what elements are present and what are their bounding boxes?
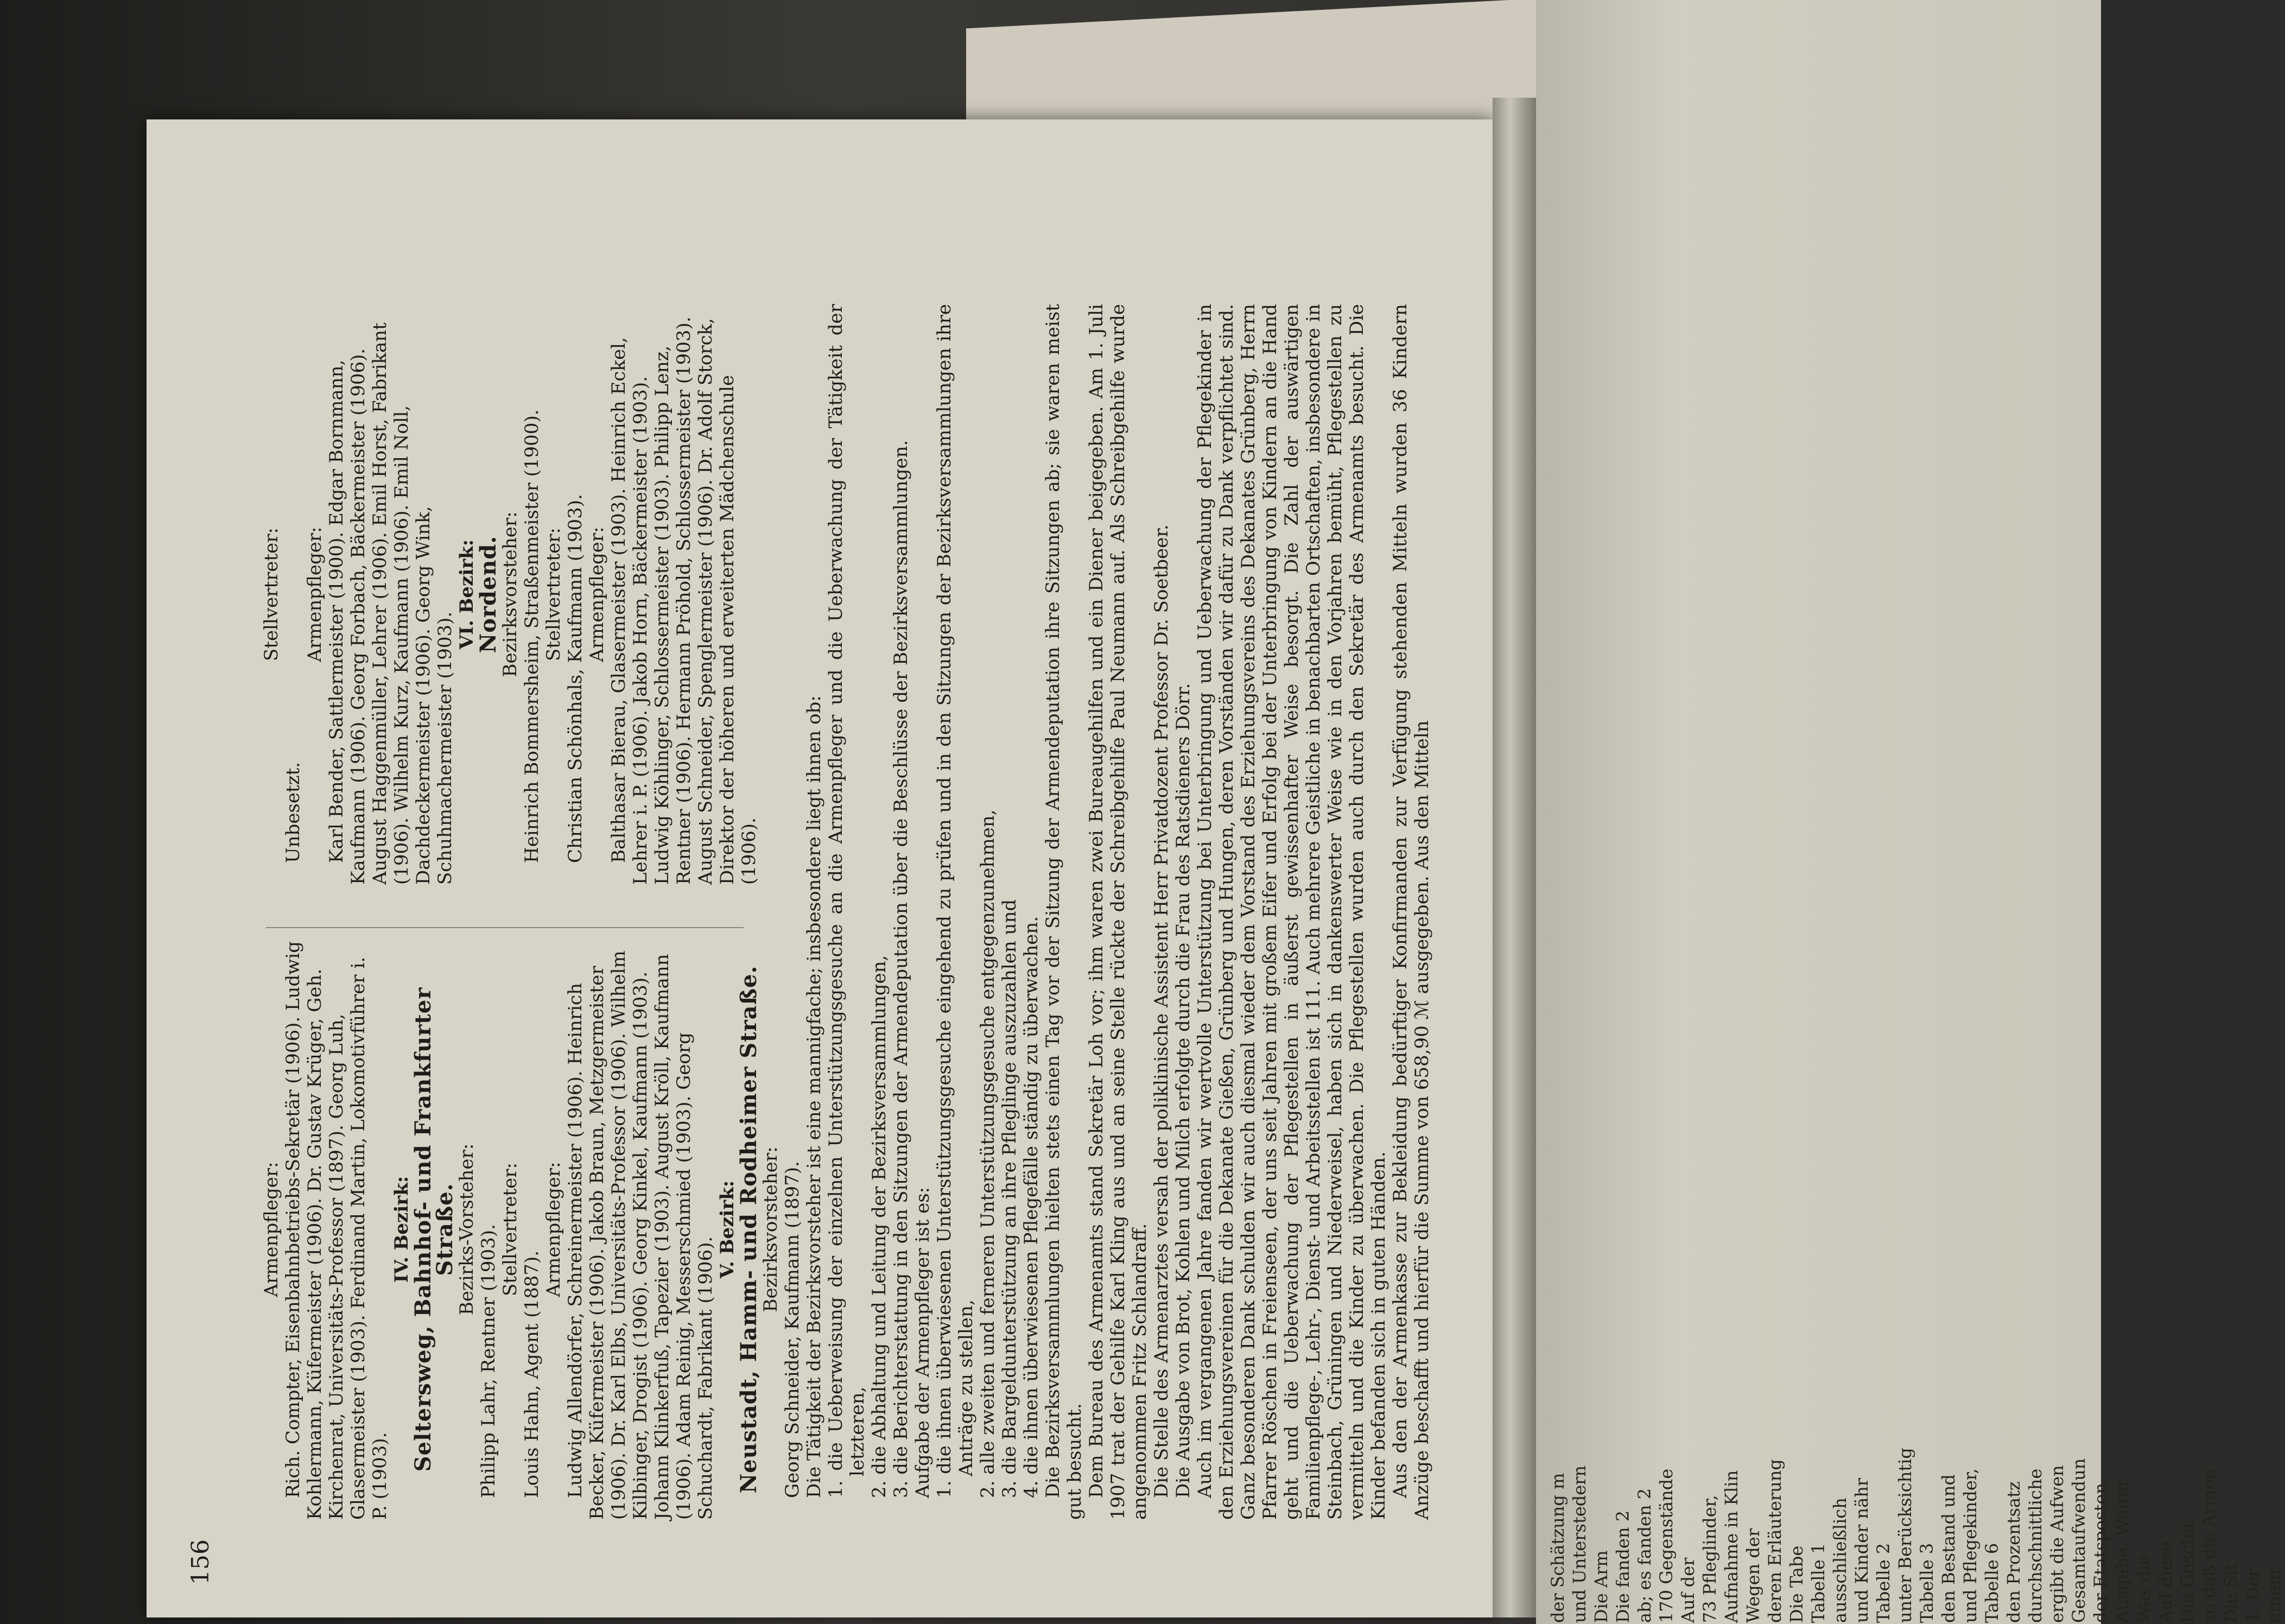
list-item: 3. die Berichterstattung in den Sitzungen der Armendeputation über die Beschlüsse der Bezirksversammlungen. xyxy=(890,440,912,1498)
section-label: Stellvertreter: xyxy=(499,1163,521,1296)
facing-page-line: Wegen der xyxy=(1743,1528,1763,1623)
facing-page-line: Auf der xyxy=(1678,1557,1698,1623)
facing-page-text xyxy=(1547,103,2284,1623)
list-item: 1. die Ueberweisung der einzelnen Unterstützungsgesuche an die Armenpfleger und die Ueberwachung der Tätigkeit der letzteren, xyxy=(825,304,868,1498)
name-list: Ludwig Allendörfer, Schreinermeister (1906). Heinrich Becker, Küfermeister (1906). Jakob Braun, Metzgermeister (1906). Dr. Karl Elbs, Universitäts-Professor (1906). Wilhelm Kilbinger, Drogist (1906). Georg Kinkel, Kaufmann (1903). Johann Klinkerfuß, Tapezier (1903). August Kröll, Kaufmann (1906). Adam Reinig, Messerschmied (1903). Georg Schuchardt, Fabrikant (1906). xyxy=(564,950,716,1520)
facing-page-line: Tabelle 3 xyxy=(1916,1543,1937,1623)
name-list: Karl Bender, Sattlermeister (1900). Edgar Bornmann, Kaufmann (1906). Georg Forbach, Bäckermeister (1906). August Haggenmüller, Lehrer (1906). Emil Horst, Fabrikant (1906). Wilhelm Kurz, Kaufmann (1906). Emil Noll, Dachdeckermeister (1906). Georg Wink, Schuhmachermeister (1903). xyxy=(326,322,456,885)
district-number: IV. Bezirk: xyxy=(391,1176,412,1283)
page-number: 156 xyxy=(187,1539,214,1585)
facing-page-line: und Pflegekinder, xyxy=(1960,1468,1981,1623)
district-number: VI. Bezirk: xyxy=(456,539,478,650)
facing-page-line: Auf diese xyxy=(2155,1541,2176,1623)
facing-page-line: Die Arm xyxy=(1591,1550,1611,1623)
name-list: Unbesetzt. xyxy=(282,762,304,863)
facing-page-line: Aufnahme in Klin xyxy=(1721,1470,1742,1623)
district-heading: Neustadt, Hamm- und Rodheimer Straße. xyxy=(736,965,761,1494)
facing-page-line: Was die xyxy=(2134,1555,2154,1623)
paragraph: Die Tätigkeit der Bezirksvorsteher ist eine mannigfache; insbesondere liegt ihnen ob: xyxy=(803,695,825,1498)
facing-page-line: und Kinder nähr xyxy=(1851,1477,1872,1623)
facing-page-line: so daß die Armen xyxy=(2199,1468,2219,1623)
facing-page-line: Tabelle 1 xyxy=(1808,1543,1829,1623)
facing-page-line: Tabelle 6 xyxy=(1982,1543,2002,1623)
facing-page-line: ab; es fanden 2 xyxy=(1634,1488,1655,1623)
body-text xyxy=(803,304,1433,1520)
district-heading: Seltersweg, Bahnhof- und Frankfurter Straße. xyxy=(410,987,458,1472)
page-content xyxy=(187,119,1493,1585)
facing-page-line: einem xyxy=(2264,1569,2284,1623)
section-label: Bezirksvorsteher: xyxy=(499,511,521,677)
paragraph: Auch im vergangenen Jahre fanden wir wertvolle Unterstützung bei Unterbringung und Ueberwachung der Pflegekinder in den Erziehungsvereinen für die Dekanate Gießen, Grünberg und Hungen, deren Vorständen wir dafür zu Dank verpflichtet sind. Ganz besonderen Dank schulden wir auch diesmal wieder dem Vorstand des Erziehungsvereins des Dekanates Grünberg, Herrn Pfarrer Röschen in Freienseen, der uns seit Jahren mit großem Eifer und Erfolg bei der Unterbringung von Kindern an die Hand geht und die Ueberwachung der Pflegestellen in äußerst gewissenhafter Weise besorgt. Die Zahl der auswärtigen Familienpflege-, Lehr-, Dienst- und Arbeitsstellen ist 111. Auch mehrere Geistliche in benachbarten Ortschaften, insbesondere in Steinbach, Grüningen und Niederweisel, haben sich in dankenswerter Weise wie in den Vorjahren bemüht, Pflegestellen zu vermitteln und die Kinder zu überwachen. Die Pflegestellen wurden auch durch den Sekretär des Armenamts besucht. Die Kinder befanden sich in guten Händen. xyxy=(1194,304,1389,1520)
district-number: V. Bezirk: xyxy=(716,1180,738,1279)
list-item: 3. die Bargeldunterstützung an ihre Pfleglinge auszuzahlen und xyxy=(999,899,1020,1498)
facing-page-line: Die Geschä xyxy=(2177,1523,2198,1623)
paragraph: Die Bezirksversammlungen hielten stets einen Tag vor der Sitzung der Armendeputation ihre Sitzungen ab; sie waren meist gut besucht. xyxy=(1042,304,1086,1520)
facing-page-line: den Bestand und xyxy=(1938,1474,1959,1623)
paragraph: Aufgabe der Armenpfleger ist es: xyxy=(912,1187,934,1498)
name-list: Heinrich Bommersheim, Straßenmeister (1900). xyxy=(521,409,543,863)
facing-page-line: Die fanden 2 xyxy=(1613,1510,1633,1623)
facing-page-line: der Etatsposten. xyxy=(2090,1477,2111,1623)
section-label: Armenpfleger: xyxy=(586,526,608,662)
list-item: 4. die ihnen überwiesenen Pflegefälle ständig zu überwachen. xyxy=(1020,916,1042,1498)
book-page xyxy=(147,119,1493,1617)
list-item: 2. alle zweiten und ferneren Unterstützungsgesuche entgegenzunehmen, xyxy=(977,809,999,1498)
facing-page-line: ergibt die Aufwen xyxy=(2047,1465,2067,1623)
section-label: Armenpfleger: xyxy=(304,526,326,662)
paragraph: Die Stelle des Armenarztes versah der poliklinische Assistent Herr Privatdozent Professor Dr. Soetbeer. xyxy=(1151,524,1172,1498)
facing-page-line: und Unterstedern xyxy=(1569,1465,1590,1623)
left-column xyxy=(261,939,803,1520)
list-item: 1. die ihnen überwiesenen Unterstützungsgesuche eingehend zu prüfen und in den Sitzungen der Bezirksversammlungen ihre Anträge zu stellen, xyxy=(934,304,977,1498)
section-label: Bezirksvorsteher: xyxy=(760,1146,782,1312)
facing-page-line: unter Berücksichtig xyxy=(1895,1448,1915,1623)
facing-page-line: Die Tabe xyxy=(1786,1545,1807,1623)
paragraph: Die Ausgabe von Brot, Kohlen und Milch erfolgte durch die Frau des Ratsdieners Dörr. xyxy=(1172,683,1194,1498)
facing-page-line: 1. Der xyxy=(2242,1568,2263,1623)
facing-page-line: der Schätzung m xyxy=(1547,1473,1568,1623)
section-label: Stellvertreter: xyxy=(543,528,564,661)
facing-page-line: 170 Gegenstände xyxy=(1656,1468,1677,1623)
facing-page xyxy=(1536,0,2284,1624)
paragraph: Aus den der Armenkasse zur Bekleidung bedürftiger Konfirmanden zur Verfügung stehenden Mitteln wurden 36 Kindern Anzüge beschafft und hierfür die Summe von 658,90 ℳ ausgegeben. Aus den Mitteln xyxy=(1389,304,1433,1520)
paragraph: Dem Bureau des Armenamts stand Sekretär Loh vor; ihm waren zwei Bureaugehilfen und ein Diener beigegeben. Am 1. Juli 1907 trat der Gehilfe Karl Kling aus und an seine Stelle rückte der Schreibgehilfe Paul Neumann auf. Als Schreibgehilfe wurde angenommen Fritz Schlandraff. xyxy=(1086,304,1151,1520)
name-list: Louis Hahn, Agent (1887). xyxy=(521,1250,543,1498)
facing-page-line: deren Erläuterung xyxy=(1764,1459,1785,1623)
book-spine xyxy=(1493,98,1536,1617)
district-heading: Nordend. xyxy=(475,535,501,654)
list-item: 2. die Abhaltung und Leitung der Bezirksversammlungen, xyxy=(868,955,890,1498)
facing-page-line: Gesamtaufwendun xyxy=(2068,1458,2089,1623)
facing-page-line: den Prozentsatz xyxy=(2003,1481,2024,1623)
name-list: Christian Schönhals, Kaufmann (1903). xyxy=(564,494,586,863)
facing-page-line: ausschließlich xyxy=(1830,1498,1850,1623)
column-divider xyxy=(266,927,744,928)
section-label: Armenpfleger: xyxy=(543,1162,564,1297)
facing-page-line: Ausgabe. Weiter xyxy=(2112,1478,2132,1623)
name-list: Rich. Compter, Eisenbahnbetriebs-Sekretär (1906). Ludwig Kohlermann, Küfermeister (1906). Dr. Gustav Krüger, Geh. Kirchenrat, Universitäts-Professor (1897). Georg Luh, Glasermeister (1903). Ferdinand Martin, Lokomotivführer i. P. (1903). xyxy=(282,941,391,1520)
facing-page-line: durchschnittliche xyxy=(2025,1468,2046,1623)
section-label: Bezirks-Vorsteher: xyxy=(456,1143,478,1316)
section-label: Stellvertreter: xyxy=(261,528,282,661)
facing-page-line: 73 Pfleglinder, xyxy=(1699,1495,1720,1623)
name-list: Georg Schneider, Kaufmann (1897). xyxy=(782,1161,803,1498)
name-list: Philipp Lahr, Rentner (1903). xyxy=(478,1224,499,1498)
section-label: Armenpfleger: xyxy=(261,1162,282,1297)
facing-page-line: Tabelle 2 xyxy=(1873,1543,1894,1623)
right-column xyxy=(261,304,760,885)
facing-page-line: Die Sit xyxy=(2220,1563,2241,1623)
name-list: Balthasar Bierau, Glasermeister (1903). Heinrich Eckel, Lehrer i. P. (1906). Jakob Horn, Bäckermeister (1903). Ludwig Köhlinger, Schlossermeister (1903). Philipp Lenz, Rentner (1906). Hermann Pröhold, Schlossermeister (1903). August Schneider, Spenglermeister (1906). Dr. Adolf Storck, Direktor der höheren und erweiterten Mädchenschule (1906). xyxy=(608,316,760,885)
